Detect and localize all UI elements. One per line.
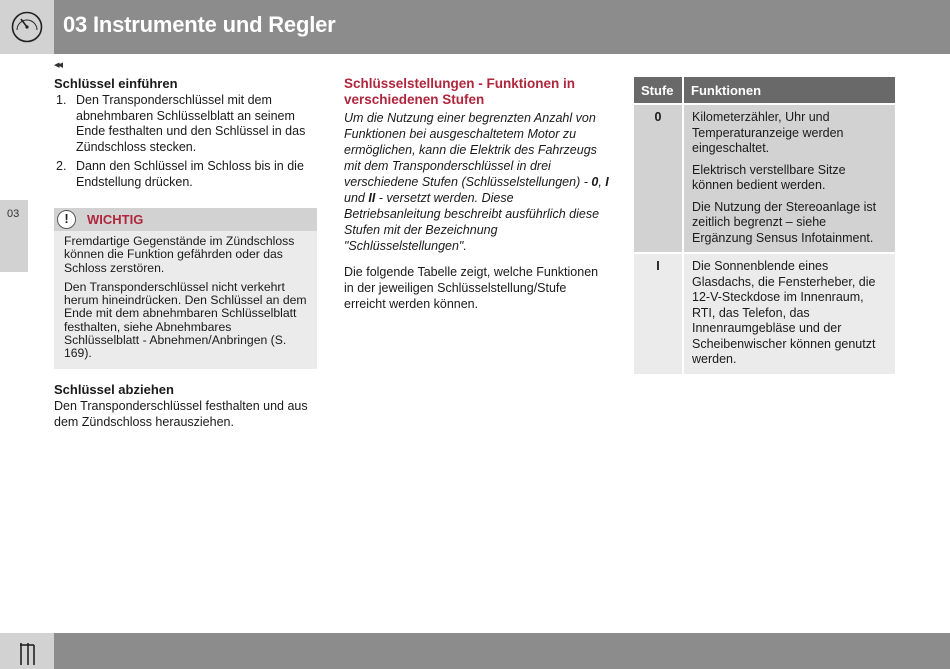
insert-key-steps xyxy=(54,93,318,190)
column-functions-table xyxy=(634,77,895,374)
insert-key-heading: Schlüssel einführen xyxy=(54,76,178,91)
footer-icon-box xyxy=(0,633,54,669)
position-ii: II xyxy=(368,191,376,205)
intro-text: - versetzt werden. Diese Betriebsanleitung beschreibt ausführlich diese Stufen mit der Bezeichnung "Schlüsselstellungen". xyxy=(344,191,600,253)
speedometer-icon xyxy=(11,10,43,44)
function-text: Kilometerzähler, Uhr und Temperaturanzeige werden eingeschaltet. xyxy=(692,110,844,155)
remove-key-heading: Schlüssel abziehen xyxy=(54,381,174,397)
footer-bar xyxy=(0,633,950,669)
functions-cell xyxy=(684,103,895,252)
column-key-positions xyxy=(344,76,610,312)
key-positions-heading: Schlüsselstellungen - Funktionen in verschiedenen Stufen xyxy=(344,76,576,107)
header-icon-box xyxy=(0,0,54,54)
column-insert-key xyxy=(54,76,318,430)
step-number: 2. xyxy=(56,159,67,173)
chapter-tab-label: 03 xyxy=(7,208,20,220)
function-text: Die Nutzung der Stereoanlage ist zeitlich begrenzt – siehe Ergänzung Sensus Infotainment. xyxy=(692,199,877,245)
intro-separator: , xyxy=(598,175,606,189)
position-0: 0 xyxy=(591,175,599,189)
table-row xyxy=(634,252,895,374)
intro-text: Um die Nutzung einer begrenzten Anzahl von Funktionen bei ausgeschaltetem Motor zu ermöglichen, kann die Elektrik des Fahrzeugs mit dem Transponderschlüssel in drei verschiedene Stufen (Schlüsselstellungen) - xyxy=(344,111,597,189)
step-text: Dann den Schlüssel im Schloss bis in die Endstellung drücken. xyxy=(76,159,304,189)
remove-key-block xyxy=(54,382,318,430)
exclamation-icon: ! xyxy=(57,210,76,229)
remove-key-text: Den Transponderschlüssel festhalten und aus dem Zündschloss herausziehen. xyxy=(54,398,308,429)
stufe-cell: 0 xyxy=(634,103,684,252)
position-i: I xyxy=(605,175,609,189)
function-text: Elektrisch verstellbare Sitze können bedient werden. xyxy=(692,162,846,192)
header-stufe: Stufe xyxy=(634,77,684,103)
warning-box xyxy=(54,208,317,369)
list-item xyxy=(54,93,318,155)
stufe-cell: I xyxy=(634,252,684,374)
step-number: 1. xyxy=(56,93,67,107)
function-text: Die Sonnenblende eines Glasdachs, die Fensterheber, die 12-V-Steckdose im Innenraum, RTI, das Telefon, das Innenraumgebläse und der Scheibenwischer können genutzt werden. xyxy=(692,259,876,366)
warning-header xyxy=(54,208,317,231)
table-intro-text: Die folgende Tabelle zeigt, welche Funktionen in der jeweiligen Schlüsselstellung/Stufe erreicht werden können. xyxy=(344,265,599,311)
header-funktionen: Funktionen xyxy=(684,77,895,103)
list-item xyxy=(54,159,318,190)
warning-label: WICHTIG xyxy=(87,212,144,227)
warning-text-1: Fremdartige Gegenstände im Zündschloss können die Funktion gefährden oder das Schloss zerstören. xyxy=(64,234,295,275)
table-header-row xyxy=(634,77,895,103)
functions-cell xyxy=(684,252,895,374)
table-row xyxy=(634,103,895,252)
warning-body xyxy=(54,231,317,369)
page-title: 03 Instrumente und Regler xyxy=(63,12,336,37)
step-text: Den Transponderschlüssel mit dem abnehmbaren Schlüsselblatt an seinem Ende festhalten und den Schlüssel in das Zündschloss stecken. xyxy=(76,93,306,154)
chapter-tab[interactable] xyxy=(0,200,28,272)
key-positions-intro xyxy=(344,110,610,254)
functions-table xyxy=(634,77,895,374)
intro-separator: und xyxy=(344,191,369,205)
back-arrows-icon[interactable]: ◂◂ xyxy=(54,59,62,71)
seatbelt-icon xyxy=(18,642,36,666)
warning-text-2: Den Transponderschlüssel nicht verkehrt herum hineindrücken. Den Schlüssel an dem Ende mit dem abnehmbaren Schlüsselblatt festhalten, siehe Abnehmbares Schlüsselblatt - Abnehmen/Anbringen (S. 169). xyxy=(64,279,307,361)
